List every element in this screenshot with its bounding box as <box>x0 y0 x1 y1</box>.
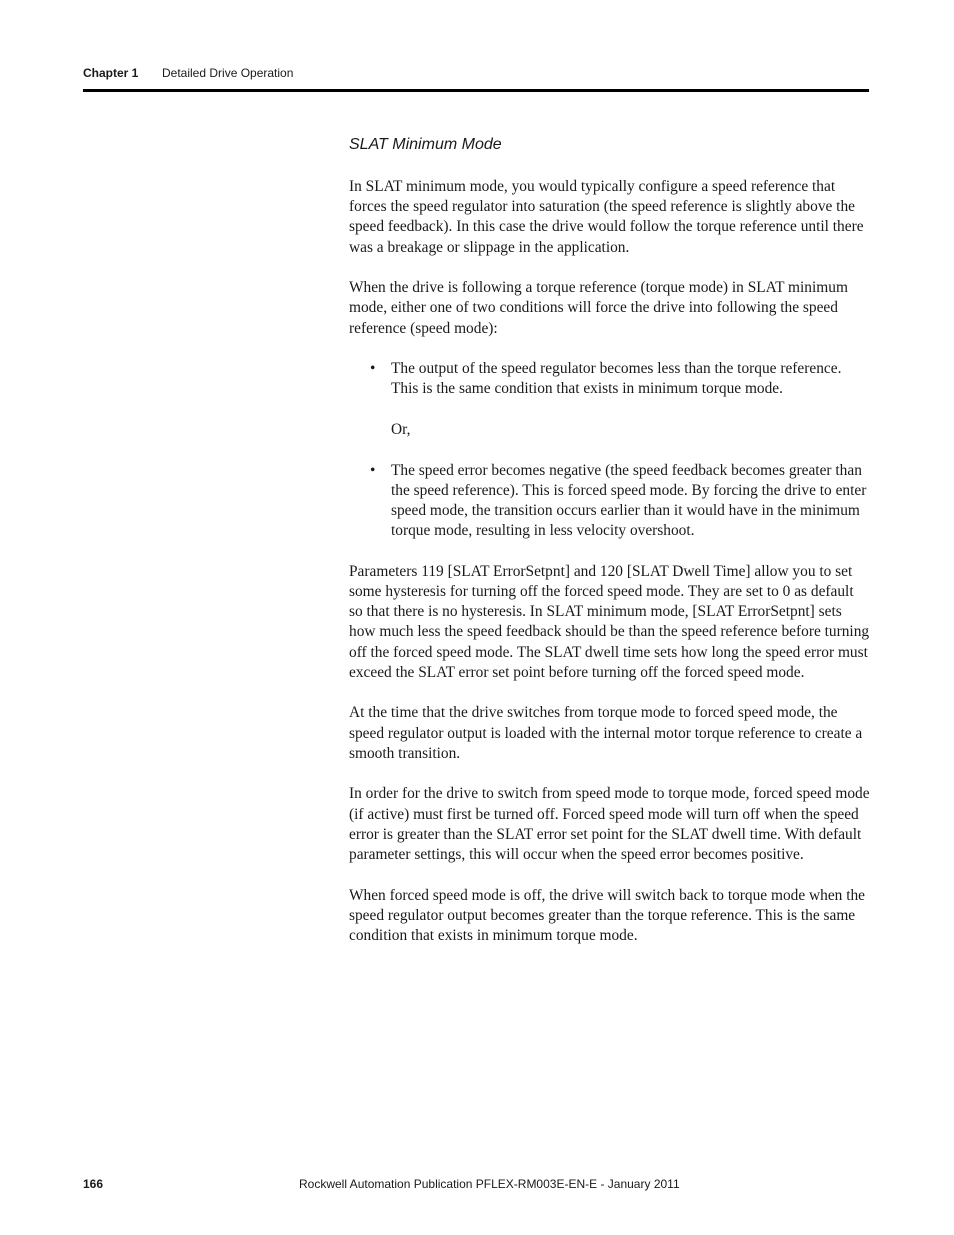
list-item <box>349 461 871 542</box>
paragraph-intro: In SLAT minimum mode, you would typically configure a speed reference that forces the speed regulator into saturation (the speed reference is slightly above the speed feedback). In this case the drive would follow the torque reference until there was a breakage or slippage in the application. <box>349 178 864 256</box>
paragraph-conditions: When the drive is following a torque reference (torque mode) in SLAT minimum mode, either one of two conditions will force the drive into following the speed reference (speed mode): <box>349 279 848 337</box>
bullet-glyph: • <box>370 360 376 378</box>
paragraph-speed-to-torque: In order for the drive to switch from speed mode to torque mode, forced speed mode (if active) must first be turned off. Forced speed mode will turn off when the speed error is greater than the SLAT error set point for the SLAT dwell time. With default parameter settings, this will occur when the speed error becomes positive. <box>349 785 870 864</box>
bullet-glyph: • <box>370 461 376 479</box>
list-item <box>349 359 871 399</box>
paragraph-forced-off: When forced speed mode is off, the drive will switch back to torque mode when the speed regulator output becomes greater than the torque reference. This is the same condition that exists in minimum torque mode. <box>349 886 866 945</box>
or-connector: Or, <box>391 421 411 438</box>
page-header <box>83 66 294 80</box>
subsection-heading: SLAT Minimum Mode <box>349 136 502 153</box>
paragraph-hysteresis: Parameters 119 [SLAT ErrorSetpnt] and 120 [SLAT Dwell Time] allow you to set some hysteresis for turning off the forced speed mode. They are set to 0 as default so that there is no hysteresis. In SLAT minimum mode, [SLAT ErrorSetpnt] sets how much less the speed feedback should be than the speed reference before turning off the forced speed mode. The SLAT dwell time sets how long the speed error must exceed the SLAT error set point before turning off the forced speed mode. <box>349 562 870 681</box>
publication-info: Rockwell Automation Publication PFLEX-RM003E-EN-E - January 2011 <box>299 1177 680 1191</box>
bullet-text: The speed error becomes negative (the speed feedback becomes greater than the speed reference). This is forced speed mode. By forcing the drive to enter speed mode, the transition occurs earlier than it would have in the minimum torque mode, resulting in less velocity overshoot. <box>391 461 867 540</box>
paragraph-transition: At the time that the drive switches from torque mode to forced speed mode, the speed regulator output is loaded with the internal motor torque reference to create a smooth transition. <box>349 704 863 762</box>
bullet-text: The output of the speed regulator becomes less than the torque reference. This is the same condition that exists in minimum torque mode. <box>391 360 842 398</box>
chapter-label: Chapter 1 <box>83 66 139 80</box>
header-rule <box>83 89 869 92</box>
conditions-list <box>349 359 871 541</box>
page-number: 166 <box>83 1177 104 1191</box>
section-title: Detailed Drive Operation <box>162 66 294 80</box>
main-content <box>349 134 871 967</box>
